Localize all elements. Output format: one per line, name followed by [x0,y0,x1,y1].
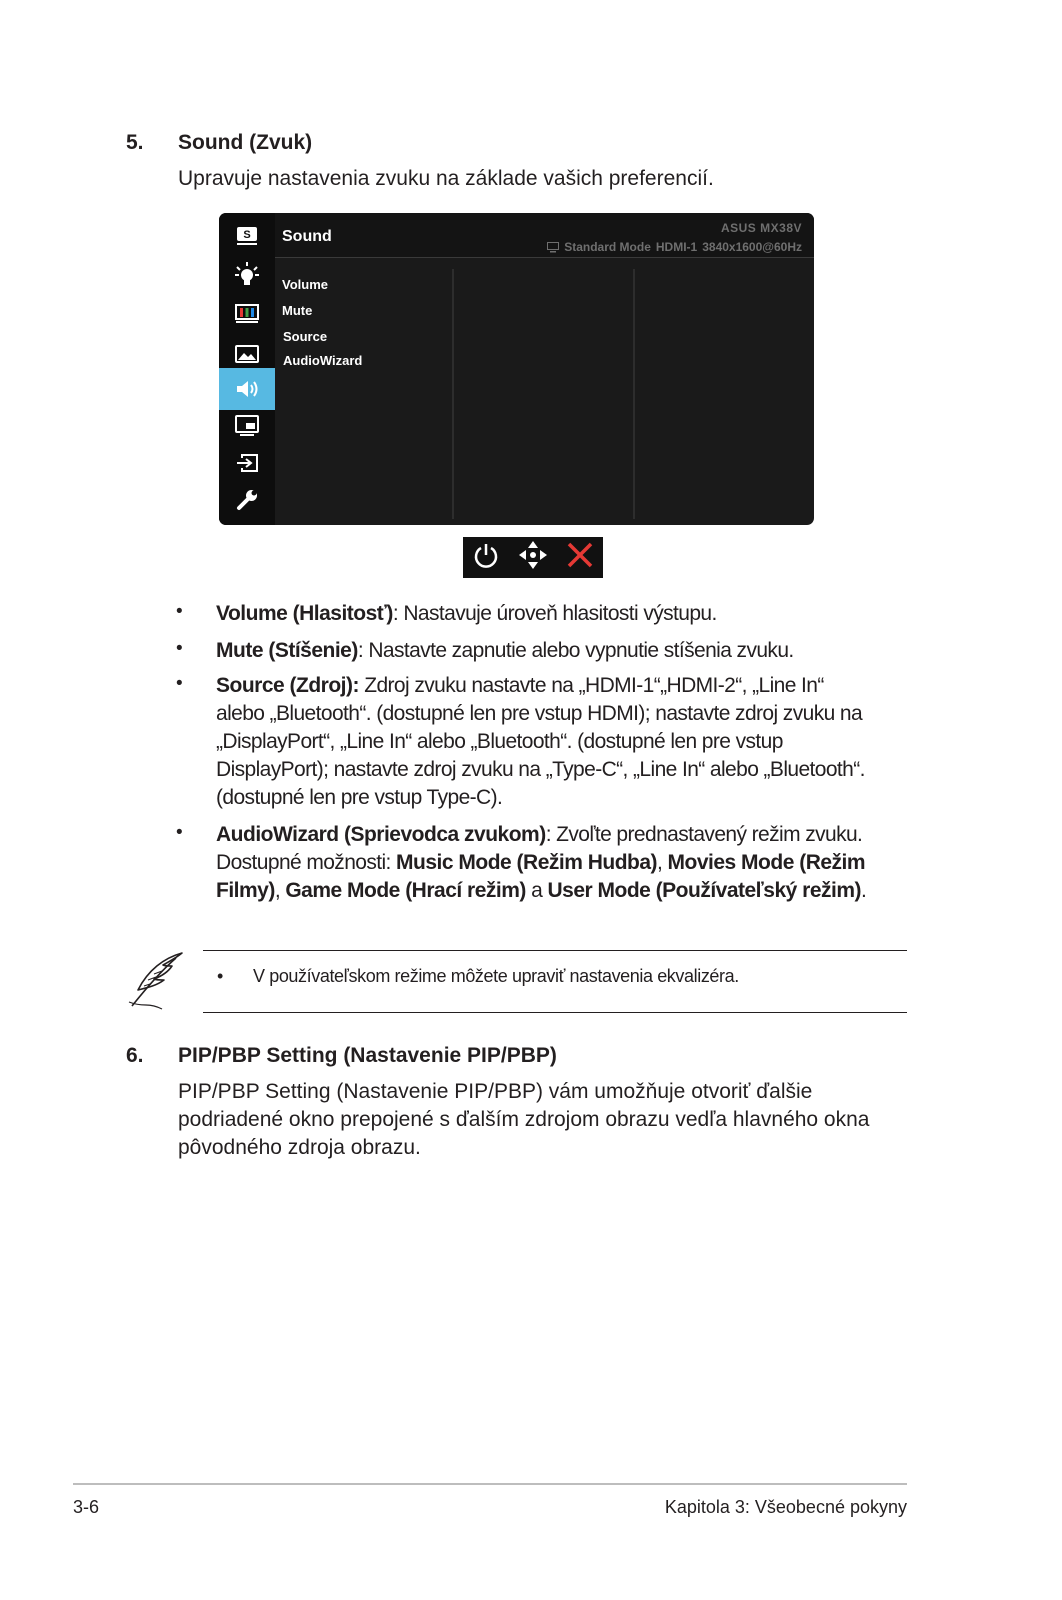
bullet-volume [216,600,916,628]
osd-item-source: Source [283,329,328,344]
page-number: 3-6 [73,1497,100,1517]
note-bottom-rule [203,1012,907,1013]
bullet-desc: Zdroj zvuku nastavte na „HDMI-1“„HDMI-2“, „Line In“ alebo „Bluetooth“. (dostupné len pre vstup HDMI); nastavte zdroj zvuku na „DisplayPort“, „Line In“ alebo „Bluetooth“. (dostupné len pre vstup DisplayPort); nastavte zdroj zvuku na „Type-C“, „Line In“ alebo „Bluetooth“. (dostupné len pre vstup Type-C). [216,674,865,809]
splendid-icon [219,217,275,255]
bullet-desc: : Nastavuje úroveň hlasitosti výstupu. [392,602,717,625]
footer-rule [73,1483,907,1485]
bullet-dot: • [176,822,183,843]
osd-column-divider [452,269,454,519]
monitor-icon [547,242,559,253]
section-number: 6. [126,1044,144,1067]
osd-column-divider [633,269,635,519]
osd-header [275,213,814,258]
osd-resolution: 3840x1600@60Hz [702,240,802,254]
separator: a [525,879,548,902]
osd-menu-screenshot [219,213,814,525]
bullet-dot: • [176,638,183,659]
note-top-rule [203,950,907,951]
close-icon [566,541,594,574]
section-title: Sound (Zvuk) [178,131,313,154]
bullet-term: Mute (Stíšenie) [216,639,358,662]
sound-icon [219,368,275,410]
section-body: PIP/PBP Setting (Nastavenie PIP/PBP) vám umožňuje otvoriť ďalšie podriadené okno prepojené s ďalším zdrojom obrazu vedľa hlavného okna pôvodného zdroja obrazu. [178,1080,870,1159]
bullet-term: AudioWizard (Sprievodca zvukom) [216,823,546,846]
navigation-icon [517,539,549,576]
osd-key-bar [463,537,603,578]
osd-item-volume: Volume [282,277,328,292]
section-intro: Upravuje nastavenia zvuku na základe vašich preferencií. [178,167,714,190]
bullet-audiowizard [216,821,916,905]
note-text: V používateľskom režime môžete upraviť nastavenia ekvalizéra. [253,966,739,986]
bullet-mute [216,637,916,665]
osd-item-audiowizard: AudioWizard [283,353,363,368]
osd-sidebar [219,213,275,525]
pip-pbp-icon [219,407,275,445]
bullet-dot: • [176,601,183,622]
bullet-desc: : Nastavte zapnutie alebo vypnutie stíšenia zvuku. [357,639,794,662]
bullet-source [216,672,876,812]
option-music-mode: Music Mode (Režim Hudba) [396,851,658,874]
separator: , [657,851,668,874]
option-game-mode: Game Mode (Hrací režim) [285,879,526,902]
color-icon [219,295,275,333]
option-movies-mode: Movies Mode (Režim Filmy) [216,851,866,902]
section-number: 5. [126,131,144,154]
osd-mode: Standard Mode [564,240,651,254]
power-icon [472,541,500,574]
option-user-mode: User Mode (Používateľský režim) [547,879,861,902]
blue-light-icon [219,255,275,293]
bullet-term: Source (Zdroj): [216,674,359,697]
chapter-title: Kapitola 3: Všeobecné pokyny [664,1497,907,1517]
osd-title: Sound [282,228,332,245]
section-title: PIP/PBP Setting (Nastavenie PIP/PBP) [178,1044,557,1067]
bullet-dot: • [176,673,183,694]
bullet-desc: : Zvoľte prednastavený režim zvuku. Dostupné možnosti: [216,823,863,874]
osd-item-mute: Mute [282,303,313,318]
input-select-icon [219,444,275,482]
bullet-end: . [861,879,867,902]
note-bullet: • [217,966,223,986]
note-feather-icon [124,950,188,1017]
osd-status [547,240,802,254]
system-setup-icon [219,481,275,519]
separator: , [274,879,286,902]
osd-model: ASUS MX38V [720,221,802,235]
osd-input: HDMI-1 [655,240,698,254]
svg-text:S: S [243,229,251,241]
bullet-term: Volume (Hlasitosť) [216,602,393,625]
